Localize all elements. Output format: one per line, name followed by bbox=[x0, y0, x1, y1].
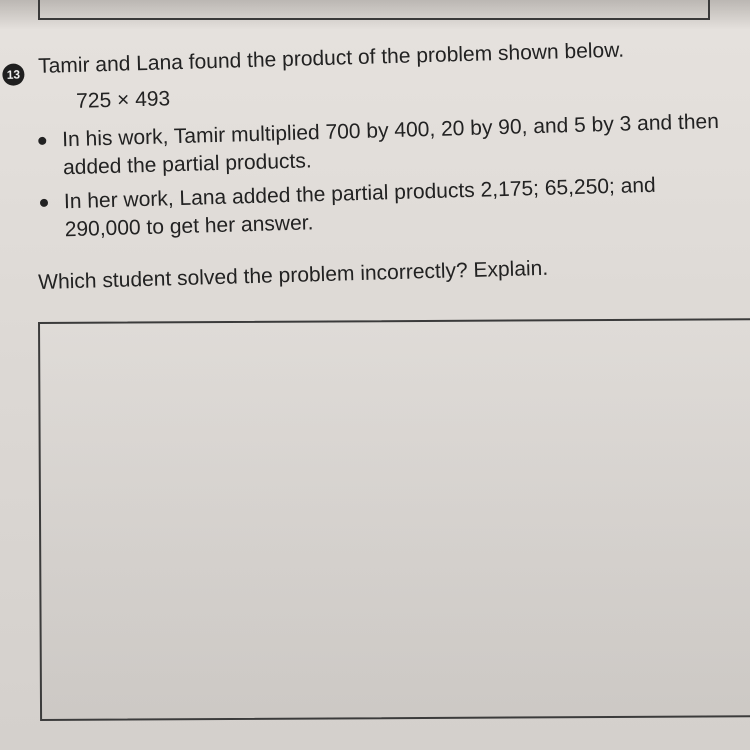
question-stem: Tamir and Lana found the product of the problem shown below. bbox=[37, 38, 625, 78]
multiplication-expression: 725 × 493 bbox=[75, 87, 171, 113]
question-block bbox=[0, 0, 750, 320]
question-prompt: Which student solved the problem incorrectly? Explain. bbox=[37, 256, 549, 295]
answer-box[interactable] bbox=[38, 318, 750, 721]
bullet-dot-icon bbox=[40, 199, 48, 207]
bullet-text: In his work, Tamir multiplied 700 by 400, 20 by 90, and 5 by 3 and then added the partial products. bbox=[61, 109, 720, 180]
bullet-dot-icon bbox=[38, 137, 46, 145]
question-number-badge: 13 bbox=[2, 63, 25, 86]
bullet-text: In her work, Lana added the partial products 2,175; 65,250; and 290,000 to get her answer. bbox=[63, 173, 656, 242]
